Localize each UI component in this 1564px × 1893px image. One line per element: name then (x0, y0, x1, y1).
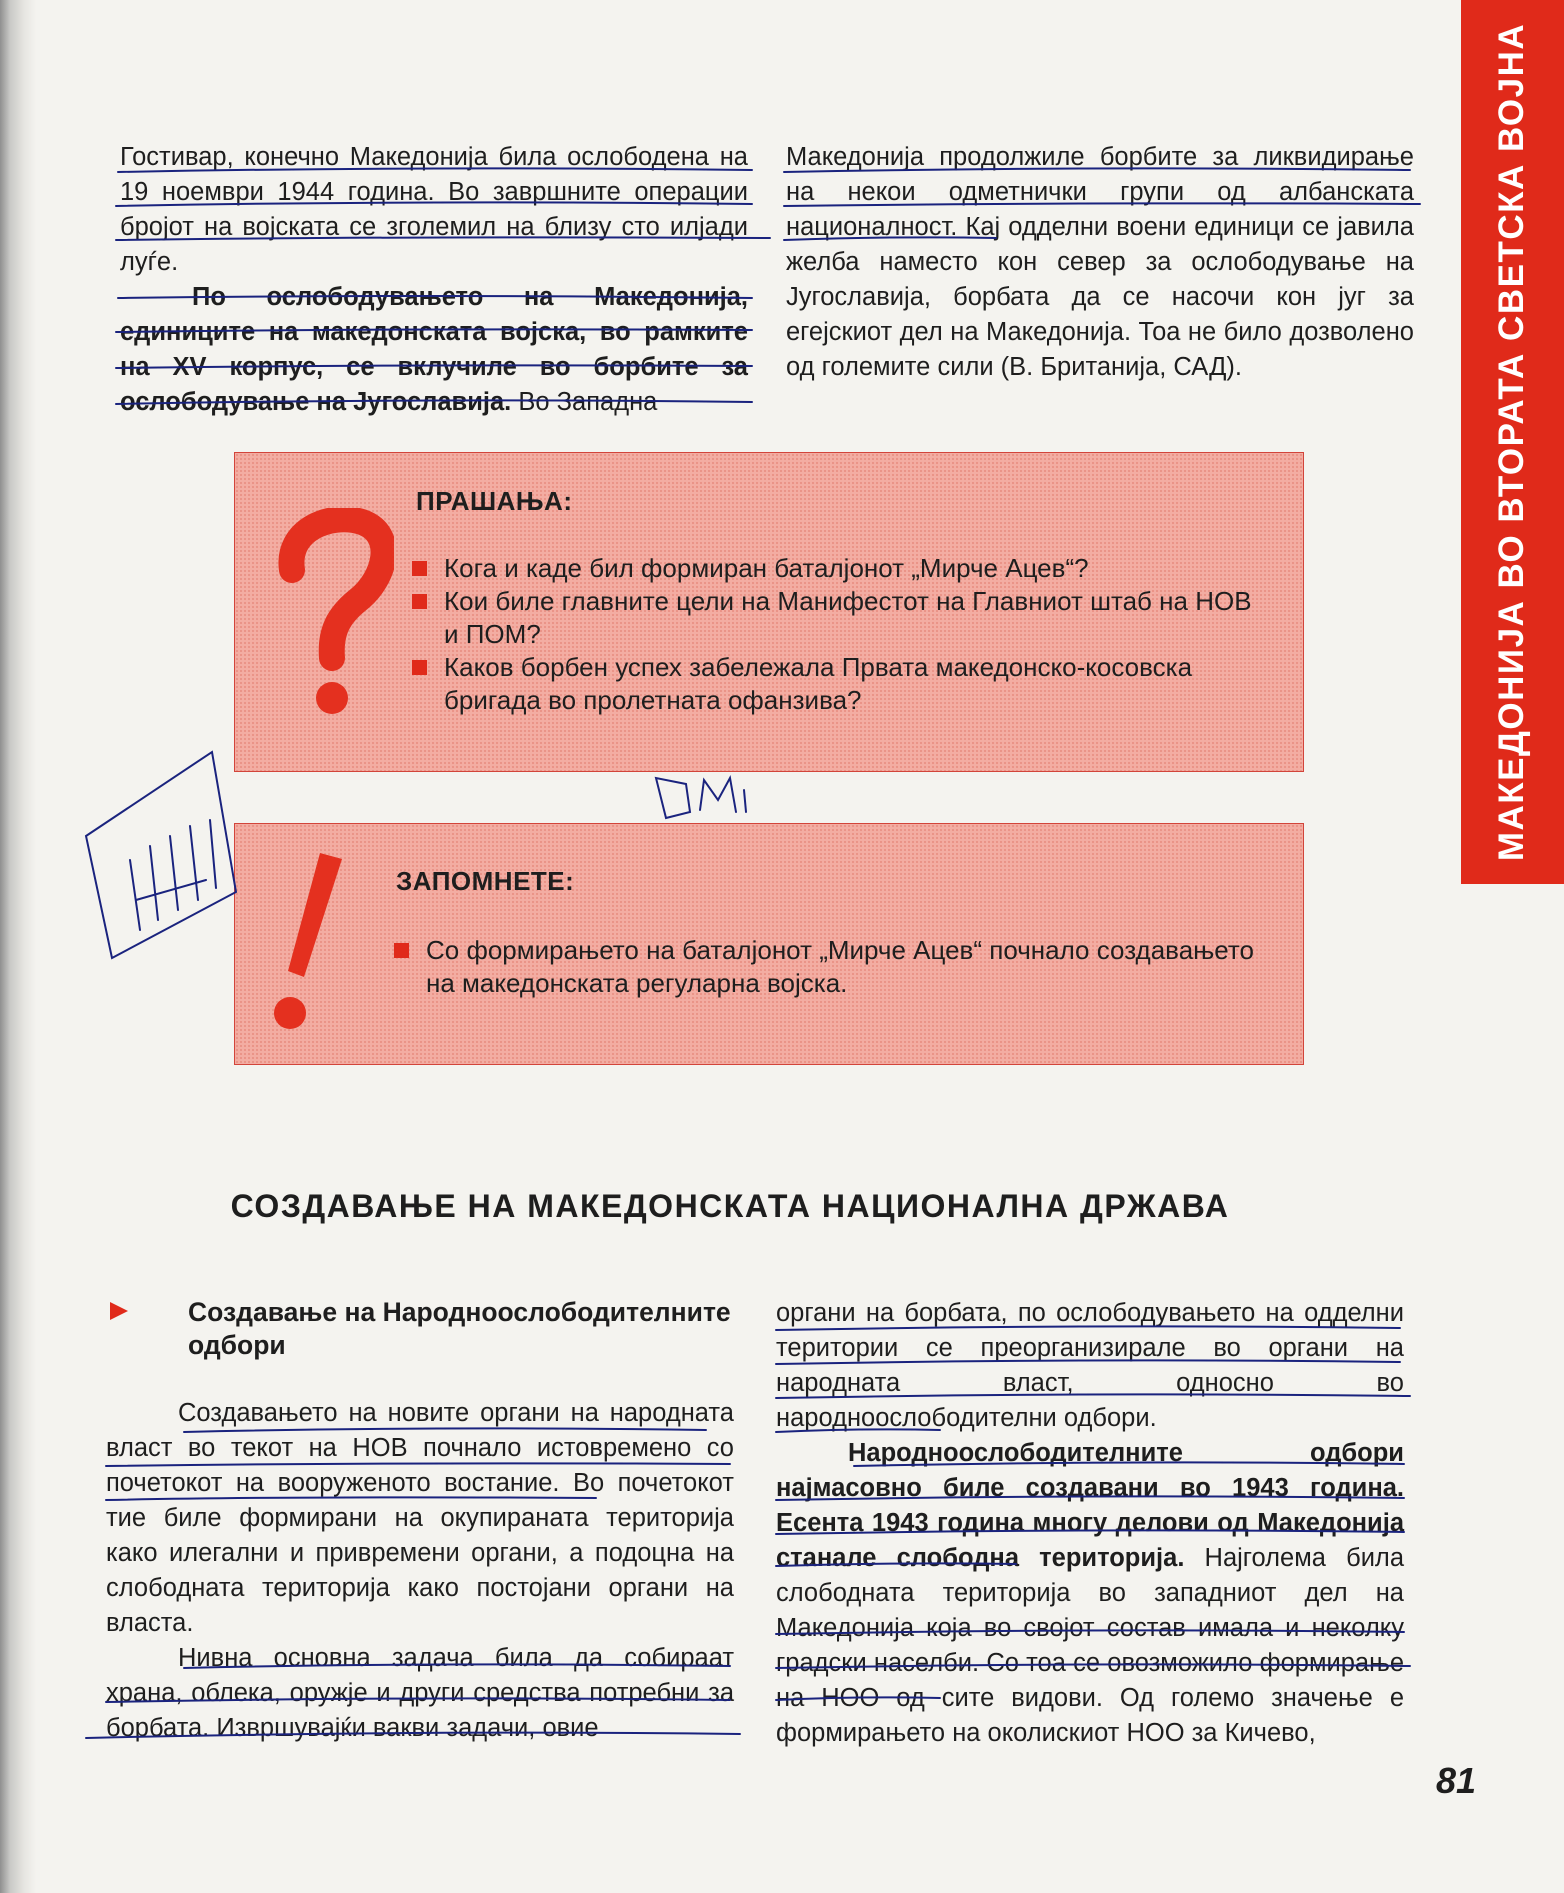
bottom-left-paragraph-1: Создавањето на новите органи на народната власт во текот на НОВ почнало истовремено со почетокот на вооруженото востание. Во почетокот тие биле формирани на окупираната територија како илегални и привремени органи, а подоцна на слободната територија како постојани органи на власта. (106, 1399, 734, 1637)
question-item (410, 585, 1272, 651)
top-left-column (120, 140, 748, 420)
section-title: СОЗДАВАЊЕ НА МАКЕДОНСКАТА НАЦИОНАЛНА ДРЖАВА (230, 1188, 1230, 1224)
bottom-right-column (776, 1296, 1404, 1751)
bottom-right-paragraph-2 (776, 1436, 1404, 1751)
square-bullet-icon (394, 943, 409, 958)
chapter-side-tab-label: МАКЕДОНИЈА ВО ВТОРАТА СВЕТСКА ВОЈНА (1492, 22, 1531, 862)
top-left-paragraph-1: Гостивар, конечно Македонија била ослободена на 19 ноември 1944 година. Во завршните операции бројот на војската се зголемил на близу сто илјади луѓе. (120, 143, 748, 276)
top-right-column (786, 140, 1414, 385)
question-text: Каков борбен успех забележала Првата македонско-косовска бригада во пролетната офанзива? (444, 652, 1193, 715)
bottom-right-text: Најголема била слободната територија во западниот дел на Македонија која во својот состав имала и неколку градски населби. Со тоа се овозможило формирање на НОО од сите видови. Од големо значење е формирањето на околискиот НОО за Кичево, (776, 1544, 1404, 1747)
question-text: Кои биле главните цели на Манифестот на Главниот штаб на НОВ и ПОМ? (444, 586, 1252, 649)
questions-list (410, 552, 1272, 717)
bottom-left-paragraph-2: Нивна основна задача била да собираат храна, облека, оружје и други средства потребни за борбата. Извршувајќи вакви задачи, овие (106, 1644, 734, 1742)
square-bullet-icon (412, 594, 427, 609)
question-text: Кога и каде бил формиран баталјонот „Мирче Ацев“? (444, 553, 1089, 583)
triangle-bullet-icon (108, 1300, 130, 1322)
page-binding (0, 0, 36, 1893)
bottom-right-bold-text: Народноослободителните одбори најмасовно биле создавани во 1943 година. Есента 1943 година многу делови од Македонија станале слободна територија. (776, 1439, 1404, 1572)
top-left-paragraph-2 (120, 280, 748, 420)
remember-item (392, 934, 1254, 1000)
top-left-text: Во Западна (511, 388, 658, 416)
bottom-right-paragraph-1: органи на борбата, по ослободувањето на одделни територии се преорганизирале во органи на народната власт, односно во народноослободителни одбори. (776, 1299, 1404, 1432)
questions-title: ПРАШАЊА: (416, 486, 573, 516)
square-bullet-icon (412, 561, 427, 576)
bottom-left-column (106, 1396, 734, 1746)
page-number: 81 (1436, 1760, 1477, 1801)
subheading: Создавање на Народноослободителните одбори (188, 1297, 731, 1360)
square-bullet-icon (412, 660, 427, 675)
remember-title: ЗАПОМНЕТЕ: (396, 866, 575, 896)
exclamation-mark-icon (262, 845, 352, 1035)
question-mark-icon (274, 508, 394, 718)
top-right-paragraph-1: Македонија продолжиле борбите за ликвидирање на некои одметнички групи од албанската националност. Кај одделни воени единици се јавила желба наместо кон север за ослободување на Југославија, борбата да се насочи кон југ за егејскиот дел на Македонија. Тоа не било дозволено од големите сили (В. Британија, САД). (786, 143, 1414, 381)
question-item (410, 552, 1272, 585)
top-left-bold-text: По ослободувањето на Македонија, единиците на македонската војска, во рамките на XV корпус, се вклучиле во борбите за ослободување на Југославија. (120, 283, 748, 416)
remember-list (392, 934, 1254, 1000)
question-item (410, 651, 1272, 717)
remember-text: Со формирањето на баталјонот „Мирче Ацев“ почнало создавањето на македонската регуларна војска. (426, 935, 1254, 998)
